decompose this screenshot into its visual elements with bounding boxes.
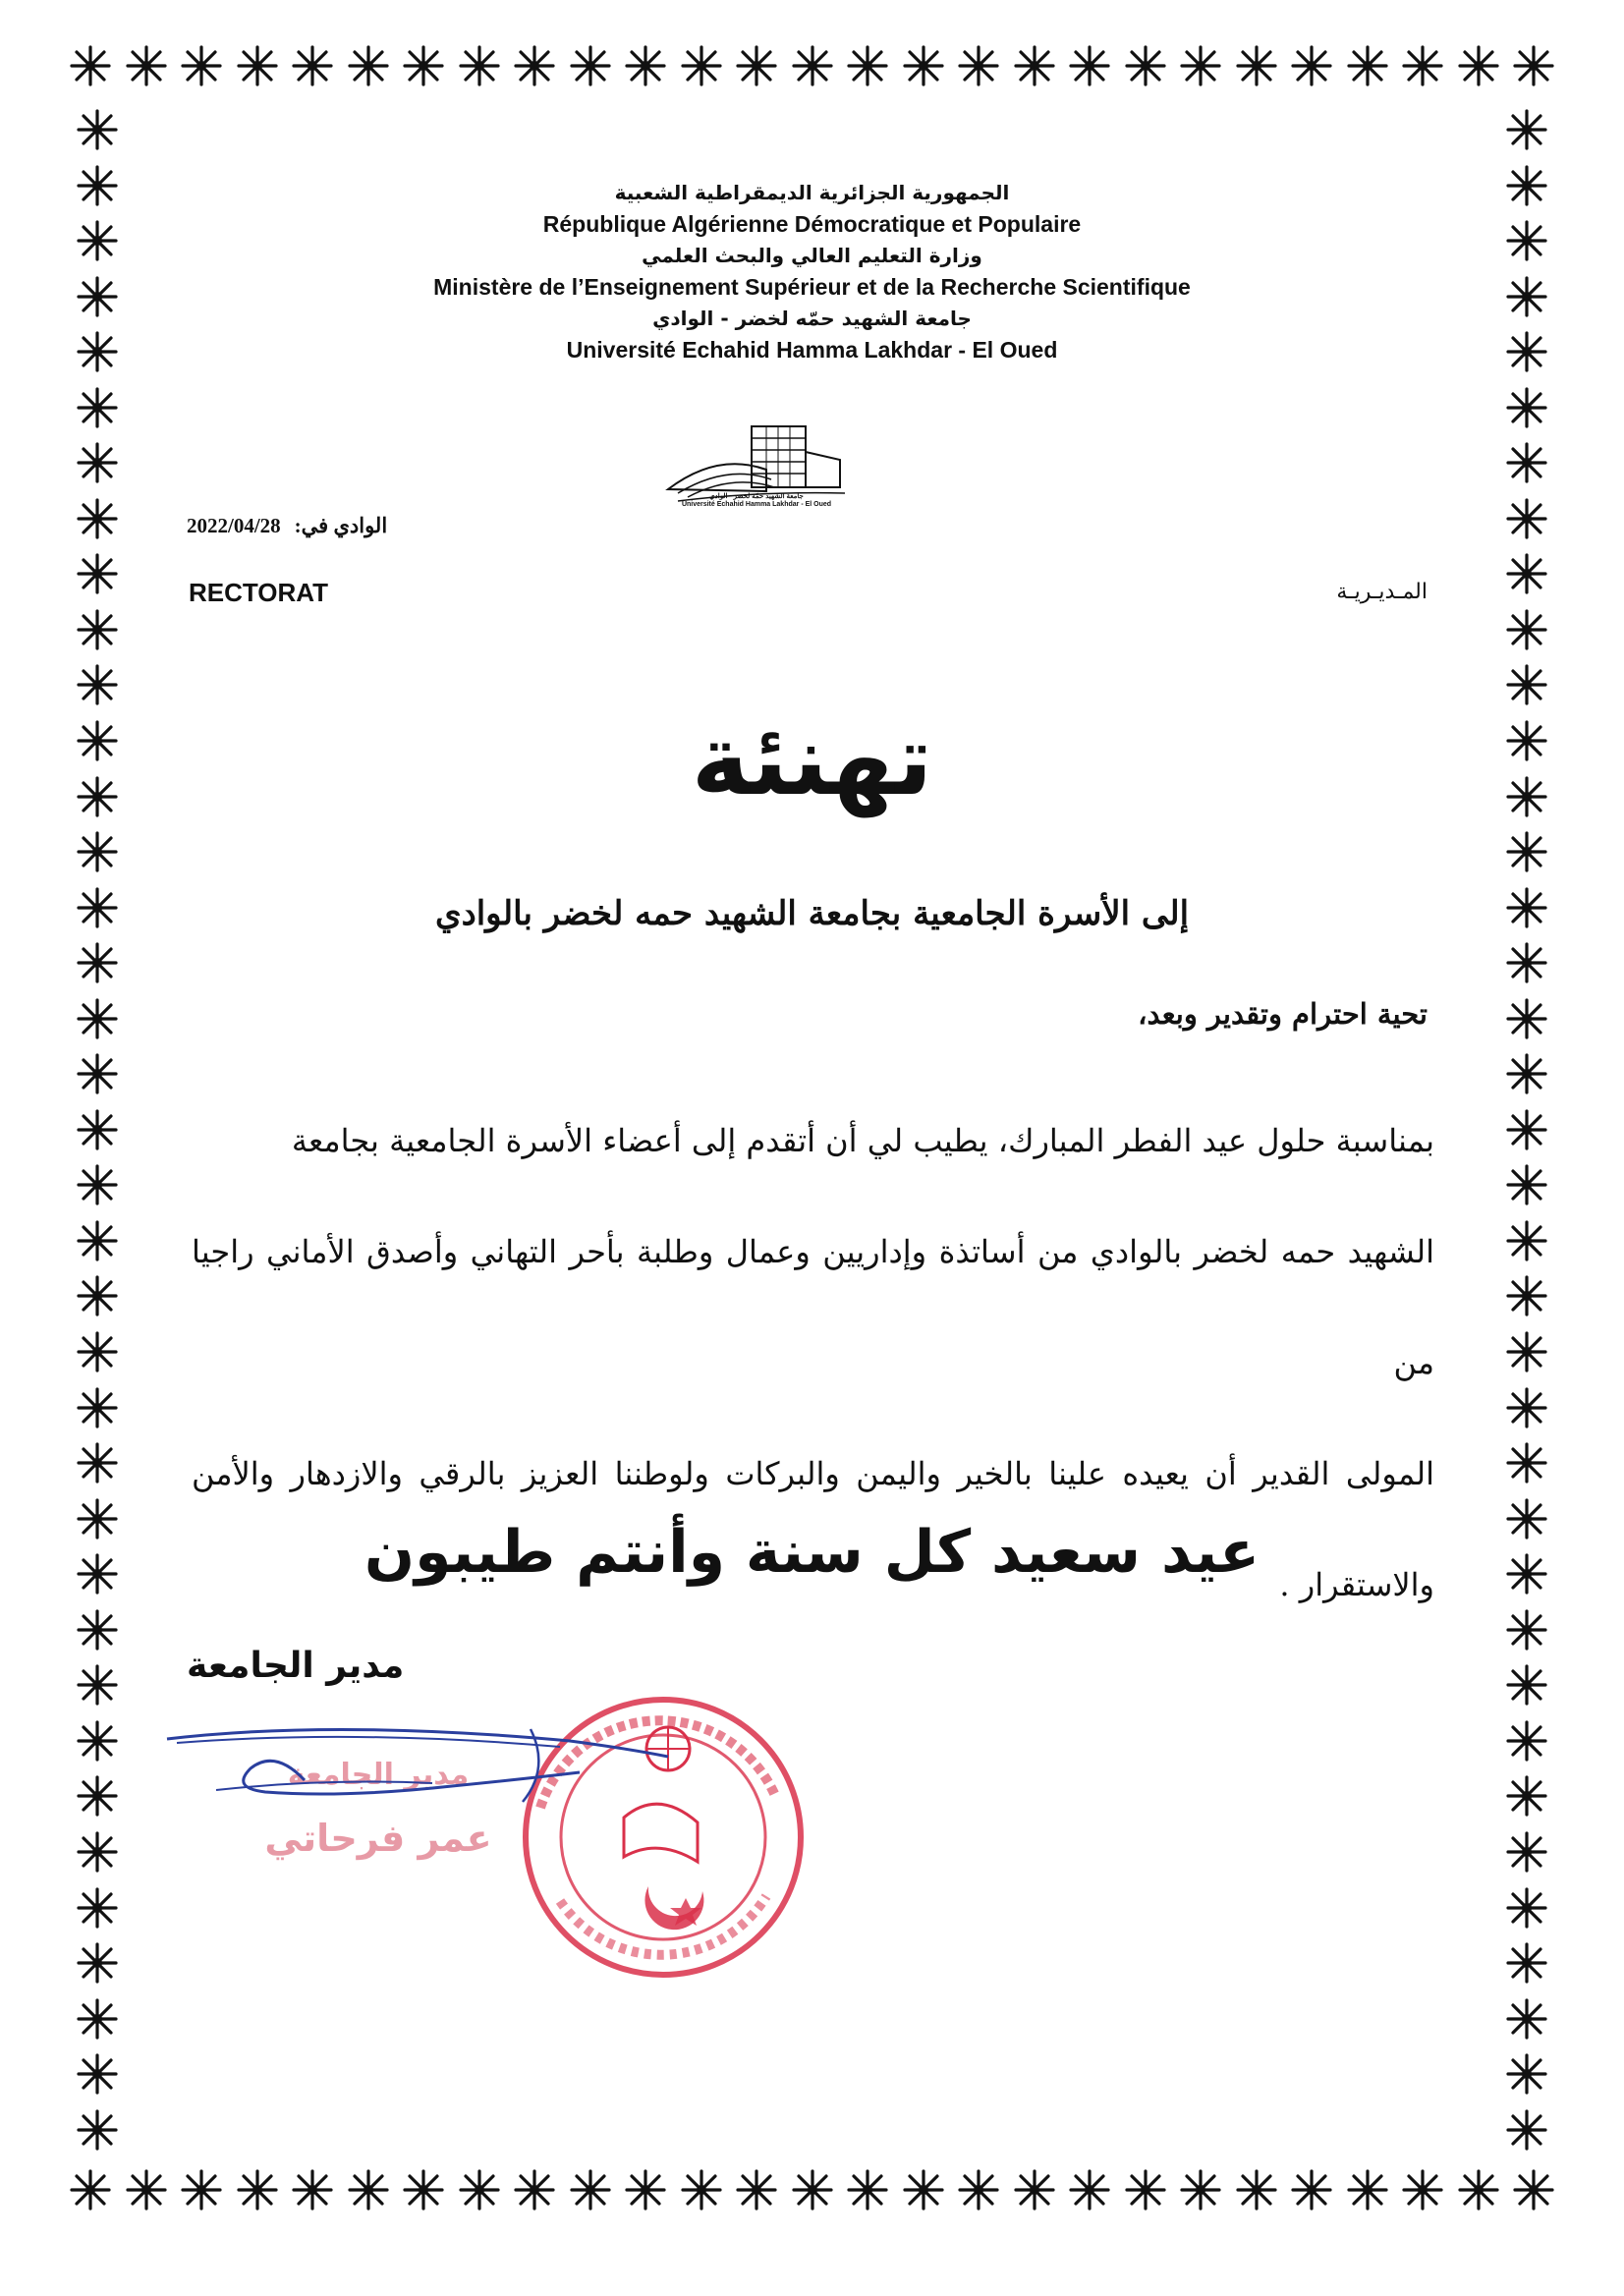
star-icon — [1290, 44, 1333, 87]
republic-name-ar: الجمهورية الجزائرية الديمقراطية الشعبية — [614, 181, 1010, 204]
rectorat-label: RECTORAT — [189, 578, 329, 607]
star-icon — [1505, 1052, 1548, 1095]
letter-title: تهنئة — [691, 702, 933, 817]
star-icon — [1505, 108, 1548, 151]
star-icon — [513, 44, 556, 87]
star-icon — [76, 108, 119, 151]
ministry-name-ar: وزارة التعليم العالي والبحث العلمي — [642, 244, 982, 267]
star-icon — [1512, 44, 1555, 87]
director-title: مدير الجامعة — [187, 1646, 405, 1686]
star-icon — [76, 1941, 119, 1985]
star-icon — [180, 44, 223, 87]
star-icon — [1068, 2168, 1111, 2212]
star-icon — [125, 44, 168, 87]
star-icon — [76, 1830, 119, 1874]
star-icon — [291, 44, 334, 87]
body-line: المولى القدير أن يعيده علينا بالخير واليمن والبركات ولوطننا العزيز بالرقي والازدهار والأمن والاستقرار . — [192, 1455, 1434, 1603]
star-icon — [76, 497, 119, 540]
star-icon — [1505, 1941, 1548, 1985]
university-name-ar: جامعة الشهيد حمّه لخضر - الوادي — [652, 307, 972, 330]
star-icon — [1505, 441, 1548, 484]
star-icon — [1505, 997, 1548, 1040]
star-icon — [902, 44, 945, 87]
star-icon — [180, 2168, 223, 2212]
star-icon — [76, 1274, 119, 1317]
star-icon — [1179, 44, 1222, 87]
star-icon — [1505, 1719, 1548, 1763]
star-icon — [76, 830, 119, 873]
star-icon — [69, 44, 112, 87]
star-icon — [1505, 608, 1548, 651]
border-top — [69, 37, 1555, 94]
star-icon — [1179, 2168, 1222, 2212]
star-icon — [1401, 2168, 1444, 2212]
star-icon — [569, 44, 612, 87]
star-icon — [347, 2168, 390, 2212]
border-right — [1498, 108, 1555, 2152]
star-icon — [1505, 2108, 1548, 2152]
star-icon — [76, 1386, 119, 1429]
star-icon — [1505, 275, 1548, 318]
star-icon — [1505, 1830, 1548, 1874]
star-icon — [1505, 1108, 1548, 1151]
star-icon — [76, 1108, 119, 1151]
star-icon — [1505, 219, 1548, 262]
date-line — [187, 514, 387, 538]
star-icon — [680, 2168, 723, 2212]
star-icon — [76, 386, 119, 429]
star-icon — [458, 44, 501, 87]
star-icon — [791, 2168, 834, 2212]
star-icon — [1505, 330, 1548, 373]
star-icon — [957, 2168, 1000, 2212]
star-icon — [1124, 44, 1167, 87]
date-value: 2022/04/28 — [187, 514, 281, 537]
star-icon — [1505, 941, 1548, 984]
star-icon — [1505, 1774, 1548, 1818]
star-icon — [76, 941, 119, 984]
star-icon — [1013, 44, 1056, 87]
star-icon — [1505, 1330, 1548, 1373]
body-line: الشهيد حمه لخضر بالوادي من أساتذة وإداريين وعمال وطلبة بأحر التهاني وأصدق الأماني راجيا من — [192, 1233, 1434, 1381]
star-icon — [1505, 1886, 1548, 1930]
star-icon — [347, 44, 390, 87]
star-icon — [76, 330, 119, 373]
border-left — [69, 108, 126, 2152]
star-icon — [902, 2168, 945, 2212]
star-icon — [1401, 44, 1444, 87]
star-icon — [1505, 1441, 1548, 1484]
ministry-name-fr: Ministère de l’Enseignement Supérieur et de la Recherche Scientifique — [433, 274, 1191, 300]
star-icon — [1290, 2168, 1333, 2212]
star-icon — [291, 2168, 334, 2212]
greeting-line: تحية احترام وتقدير وبعد، — [1138, 997, 1428, 1031]
star-icon — [76, 663, 119, 706]
star-icon — [846, 2168, 889, 2212]
star-icon — [76, 1886, 119, 1930]
star-icon — [76, 552, 119, 595]
star-icon — [236, 44, 279, 87]
stamp-line-2: عمر فرحاتي — [264, 1817, 492, 1860]
star-icon — [680, 44, 723, 87]
star-icon — [76, 608, 119, 651]
star-icon — [1346, 2168, 1389, 2212]
star-icon — [69, 2168, 112, 2212]
logo-caption-fr: Université Echahid Hamma Lakhdar - El Oued — [681, 501, 832, 508]
star-icon — [1013, 2168, 1056, 2212]
date-label: الوادي في: — [294, 514, 388, 537]
body-line: بمناسبة حلول عيد الفطر المبارك، يطيب لي أن أتقدم إلى أعضاء الأسرة الجامعية بجامعة — [291, 1122, 1434, 1159]
star-icon — [1346, 44, 1389, 87]
star-icon — [735, 44, 778, 87]
star-icon — [402, 44, 445, 87]
star-icon — [624, 2168, 667, 2212]
star-icon — [1505, 1663, 1548, 1707]
star-icon — [402, 2168, 445, 2212]
star-icon — [1505, 830, 1548, 873]
star-icon — [1505, 1386, 1548, 1429]
border-bottom — [69, 2161, 1555, 2218]
letterhead — [295, 177, 1329, 365]
star-icon — [76, 1997, 119, 2041]
eid-wish: عيد سعيد كل سنة وأنتم طيبون — [364, 1518, 1260, 1587]
republic-name-fr: République Algérienne Démocratique et Populaire — [542, 211, 1082, 237]
star-icon — [76, 1219, 119, 1262]
star-icon — [1505, 1274, 1548, 1317]
star-icon — [1505, 1163, 1548, 1206]
star-icon — [846, 44, 889, 87]
star-icon — [1505, 1997, 1548, 2041]
star-icon — [1505, 1219, 1548, 1262]
stamp-line-1: مدير الجامعة — [287, 1758, 470, 1792]
star-icon — [76, 997, 119, 1040]
star-icon — [1235, 2168, 1278, 2212]
star-icon — [76, 2052, 119, 2096]
star-icon — [125, 2168, 168, 2212]
logo-caption-ar: جامعة الشهيد حمّه لخضر - الوادي — [709, 493, 804, 500]
star-icon — [76, 275, 119, 318]
star-icon — [957, 44, 1000, 87]
star-icon — [236, 2168, 279, 2212]
star-icon — [1505, 164, 1548, 207]
star-icon — [1505, 552, 1548, 595]
star-icon — [735, 2168, 778, 2212]
star-icon — [76, 1663, 119, 1707]
direction-label: المـديـريـة — [1336, 580, 1428, 604]
star-icon — [1505, 2052, 1548, 2096]
star-icon — [76, 1163, 119, 1206]
star-icon — [1124, 2168, 1167, 2212]
university-name-fr: Université Echahid Hamma Lakhdar - El Oued — [566, 337, 1058, 363]
star-icon — [76, 1441, 119, 1484]
star-icon — [76, 164, 119, 207]
star-icon — [76, 1052, 119, 1095]
star-icon — [458, 2168, 501, 2212]
star-icon — [76, 1608, 119, 1652]
addressee-line: إلى الأسرة الجامعية بجامعة الشهيد حمه لخضر بالوادي — [434, 894, 1190, 933]
star-icon — [1235, 44, 1278, 87]
star-icon — [1512, 2168, 1555, 2212]
star-icon — [1457, 44, 1500, 87]
logo-caption — [658, 493, 855, 509]
star-icon — [76, 1774, 119, 1818]
star-icon — [1505, 497, 1548, 540]
star-icon — [569, 2168, 612, 2212]
star-icon — [1505, 386, 1548, 429]
star-icon — [76, 1719, 119, 1763]
star-icon — [624, 44, 667, 87]
star-icon — [76, 441, 119, 484]
star-icon — [513, 2168, 556, 2212]
star-icon — [1457, 2168, 1500, 2212]
star-icon — [1068, 44, 1111, 87]
star-icon — [791, 44, 834, 87]
star-icon — [1505, 1608, 1548, 1652]
star-icon — [76, 2108, 119, 2152]
star-icon — [76, 219, 119, 262]
star-icon — [1505, 663, 1548, 706]
handwritten-signature — [157, 1709, 707, 1857]
star-icon — [76, 1330, 119, 1373]
